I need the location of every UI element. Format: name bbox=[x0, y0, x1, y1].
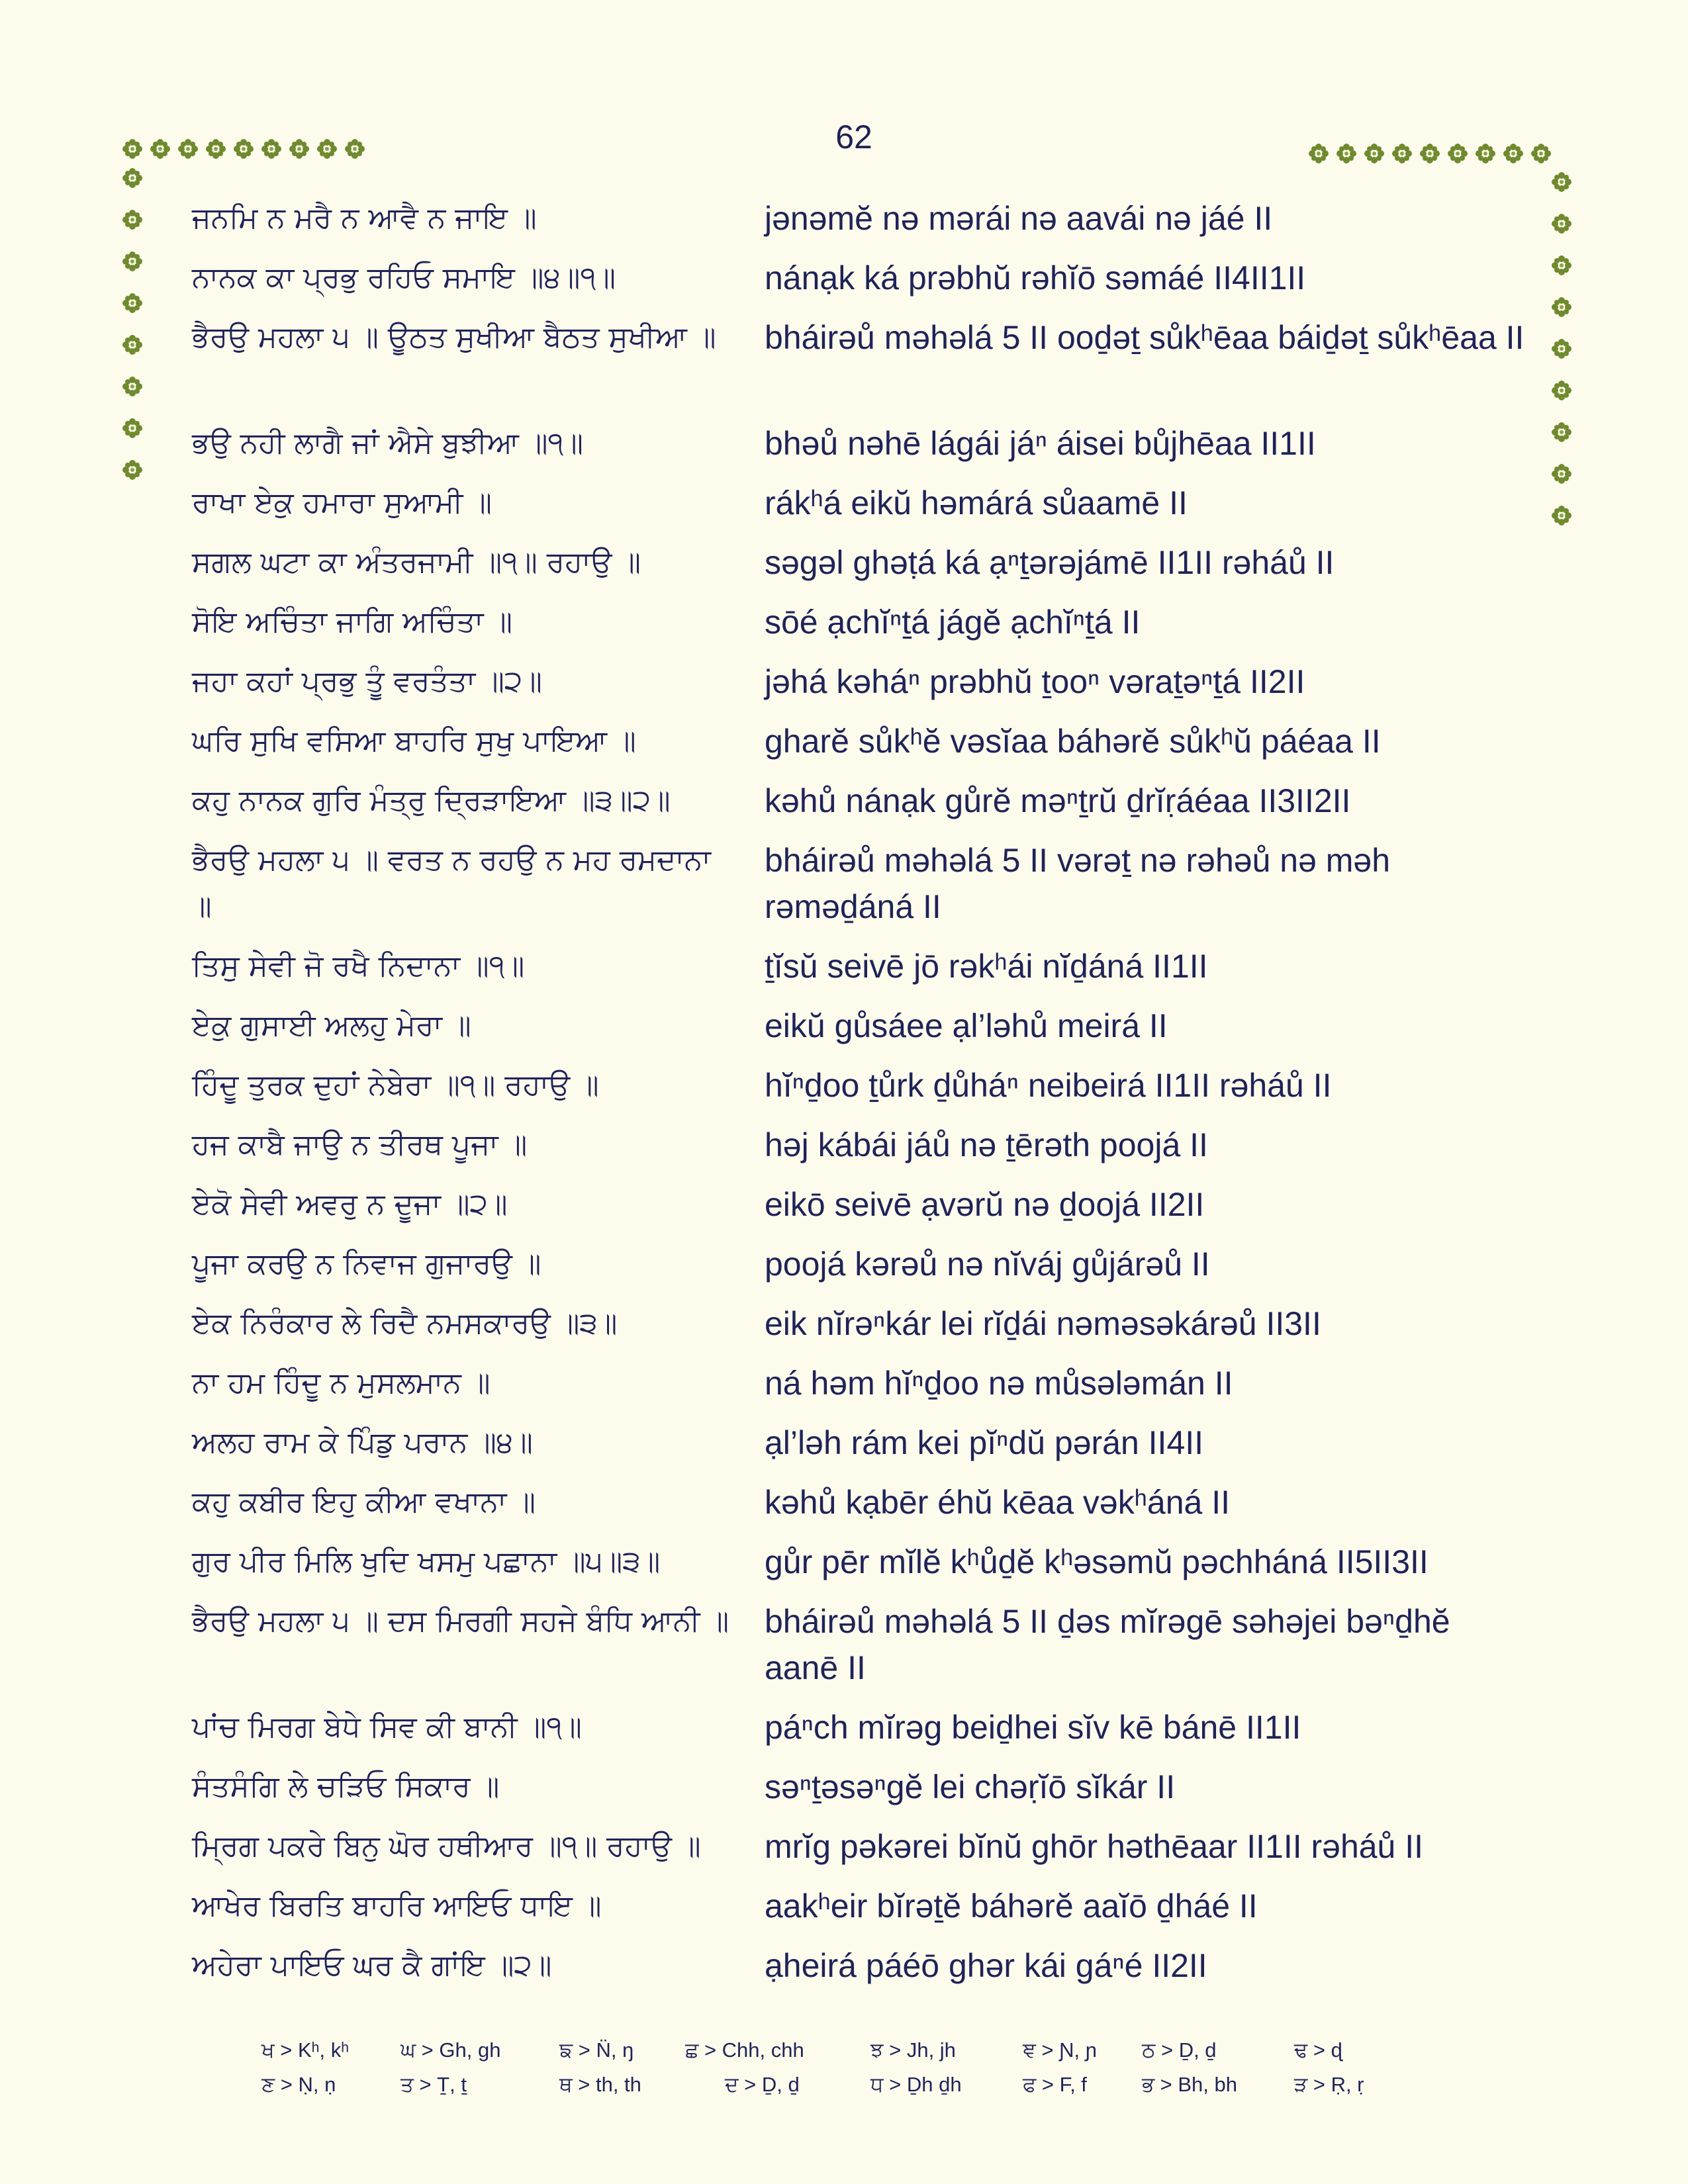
flower-ornament-icon bbox=[121, 138, 144, 160]
legend-item: ਤ > Ṯ, ṯ bbox=[400, 2073, 467, 2096]
transliteration-line: páⁿch mĭrəg beiḏhei sĭv kē bánē II1II bbox=[765, 1709, 1301, 1746]
transliteration-line: kəhů nánạk gůrĕ məⁿṯrŭ ḏrĭṛáéaa II3II2II bbox=[765, 782, 1351, 819]
flower-ornament-icon bbox=[1530, 142, 1552, 165]
transliteration-line: jənəmĕ nə mərái nə aavái nə jáé II bbox=[765, 200, 1273, 237]
gurmukhi-line: ਕਹੁ ਨਾਨਕ ਗੁਰਿ ਮੰਤ੍ਰੁ ਦ੍ਰਿੜਾਇਆ ॥੩॥੨॥ bbox=[192, 784, 671, 817]
legend-item: ਣ > Ṇ, ṇ bbox=[261, 2073, 336, 2096]
gurmukhi-line: ਭੈਰਉ ਮਹਲਾ ੫ ॥ ਊਠਤ ਸੁਖੀਆ ਬੈਠਤ ਸੁਖੀਆ ॥ bbox=[192, 320, 716, 354]
page-number: 62 bbox=[835, 118, 872, 156]
gurmukhi-line: ਭਉ ਨਹੀ ਲਾਗੈ ਜਾਂ ਐਸੇ ਬੁਝੀਆ ॥੧॥ bbox=[192, 426, 584, 460]
gurmukhi-line: ਹਿੰਦੂ ਤੁਰਕ ਦੁਹਾਂ ਨੇਬੇਰਾ ॥੧॥ ਰਹਾਉ ॥ bbox=[192, 1068, 599, 1102]
gurmukhi-line: ਭੈਰਉ ਮਹਲਾ ੫ ॥ ਦਸ ਮਿਰਗੀ ਸਹਜੇ ਬੰਧਿ ਆਨੀ ॥ bbox=[192, 1604, 729, 1638]
flower-ornament-icon bbox=[1550, 212, 1573, 235]
transliteration-line: bháirəů məhəlá 5 II ooḏəṯ sůkʰēaa báiḏəṯ sůkʰēaa II bbox=[765, 319, 1524, 356]
gurmukhi-line: ਮ੍ਰਿਗ ਪਕਰੇ ਬਿਨੁ ਘੋਰ ਹਥੀਆਰ ॥੧॥ ਰਹਾਉ ॥ bbox=[192, 1829, 701, 1863]
legend-item: ਧ > Ḏh ḏh bbox=[870, 2073, 962, 2096]
flower-ornament-icon bbox=[149, 138, 171, 160]
flower-ornament-icon bbox=[1307, 142, 1330, 165]
gurmukhi-line: ਅਹੇਰਾ ਪਾਇਓ ਘਰ ਕੈ ਗਾਂਇ ॥੨॥ bbox=[192, 1948, 552, 1982]
transliteration-line: jəhá kəháⁿ prəbhŭ ṯooⁿ vəraṯəⁿṯá II2II bbox=[765, 663, 1305, 700]
gurmukhi-line: ਜਹਾ ਕਹਾਂ ਪ੍ਰਭੁ ਤੂੰ ਵਰਤੰਤਾ ॥੨॥ bbox=[192, 664, 542, 698]
gurmukhi-line: ਪੂਜਾ ਕਰਉ ਨ ਨਿਵਾਜ ਗੁਜਾਰਉ ॥ bbox=[192, 1247, 541, 1281]
flower-ornament-icon bbox=[121, 334, 144, 356]
flower-ornament-icon bbox=[1550, 421, 1573, 443]
legend-item: ਘ > Gh, gh bbox=[400, 2038, 501, 2062]
flower-ornament-icon bbox=[1474, 142, 1497, 165]
flower-ornament-icon bbox=[205, 138, 227, 160]
gurmukhi-line: ਪਾਂਚ ਮਿਰਗ ਬੇਧੇ ਸਿਵ ਕੀ ਬਾਨੀ ॥੧॥ bbox=[192, 1710, 582, 1744]
flower-ornament-icon bbox=[121, 167, 144, 189]
transliteration-line: eikō seivē ạvərŭ nə ḏoojá II2II bbox=[765, 1186, 1205, 1223]
transliteration-line: bhəů nəhē lágái jáⁿ áisei bůjhēaa II1II bbox=[765, 425, 1316, 462]
gurmukhi-line: ਕਹੁ ਕਬੀਰ ਇਹੁ ਕੀਆ ਵਖਾਨਾ ॥ bbox=[192, 1485, 536, 1519]
transliteration-line: ạl’ləh rám kei pĭⁿdŭ pərán II4II bbox=[765, 1424, 1204, 1461]
transliteration-line: aakʰeir bĭrəṯĕ báhərĕ aaĭō ḏháé II bbox=[765, 1888, 1258, 1925]
gurmukhi-line: ਏਕ ਨਿਰੰਕਾਰ ਲੇ ਰਿਦੈ ਨਮਸਕਾਰਉ ॥੩॥ bbox=[192, 1306, 618, 1340]
gurmukhi-line: ਆਖੇਰ ਬਿਰਤਿ ਬਾਹਰਿ ਆਇਓ ਧਾਇ ॥ bbox=[192, 1889, 602, 1923]
flower-ornament-icon bbox=[1550, 296, 1573, 318]
flower-ornament-icon bbox=[121, 459, 144, 481]
flower-ornament-icon bbox=[121, 208, 144, 231]
legend-item: ਦ > Ḏ, ḏ bbox=[725, 2073, 800, 2096]
gurmukhi-line: ਗੁਰ ਪੀਰ ਮਿਲਿ ਖੁਦਿ ਖਸਮੁ ਪਛਾਨਾ ॥੫॥੩॥ bbox=[192, 1545, 661, 1578]
legend-item: ਖ > Kʰ, kʰ bbox=[261, 2038, 350, 2062]
legend-item: ਥ > th, th bbox=[559, 2073, 641, 2096]
transliteration-line: ṯĭsŭ seivē jō rəkʰái nĭḏáná II1II bbox=[765, 948, 1208, 985]
flower-ornament-icon bbox=[121, 375, 144, 398]
legend-item: ੜ > Ṛ, ṛ bbox=[1294, 2073, 1364, 2096]
flower-ornament-icon bbox=[1550, 254, 1573, 277]
flower-ornament-icon bbox=[1502, 142, 1524, 165]
flower-ornament-icon bbox=[121, 417, 144, 439]
gurmukhi-line: ਹਜ ਕਾਬੈ ਜਾਉ ਨ ਤੀਰਥ ਪੂਜਾ ॥ bbox=[192, 1128, 528, 1161]
transliteration-line: bháirəů məhəlá 5 II vərəṯ nə rəhəů nə məh rəməḏáná II bbox=[765, 842, 1391, 925]
legend-item: ਛ > Chh, chh bbox=[685, 2038, 804, 2062]
transliteration-line: bháirəů məhəlá 5 II ḏəs mĭrəgē səhəjei bəⁿḏhĕ aanē II bbox=[765, 1603, 1450, 1686]
flower-ornament-icon bbox=[1550, 338, 1573, 360]
transliteration-line: səgəl ghəṭá ká ạⁿṯərəjámē II1II rəháů II bbox=[765, 544, 1335, 581]
gurmukhi-line: ਤਿਸੁ ਸੇਵੀ ਜੋ ਰਖੈ ਨਿਦਾਨਾ ॥੧॥ bbox=[192, 949, 525, 983]
transliteration-line: mrĭg pəkərei bĭnŭ ghōr həthēaar II1II rəháů II bbox=[765, 1828, 1424, 1865]
transliteration-line: kəhů kạbēr éhŭ kēaa vəkʰáná II bbox=[765, 1484, 1230, 1521]
gurmukhi-line: ਸੋਇ ਅਚਿੰਤਾ ਜਾਗਿ ਅਚਿੰਤਾ ॥ bbox=[192, 605, 513, 639]
gurmukhi-line: ਰਾਖਾ ਏਕੁ ਹਮਾਰਾ ਸੁਆਮੀ ॥ bbox=[192, 486, 492, 520]
gurmukhi-line: ਏਕੋ ਸੇਵੀ ਅਵਰੁ ਨ ਦੂਜਾ ॥੨॥ bbox=[192, 1187, 508, 1221]
legend-item: ਫ > F, f bbox=[1023, 2073, 1087, 2096]
flower-ornament-icon bbox=[316, 138, 338, 160]
transliteration-line: eik nĭrəⁿkár lei rĭḏái nəməsəkárəů II3II bbox=[765, 1305, 1321, 1342]
gurmukhi-line: ਨਾ ਹਮ ਹਿੰਦੂ ਨ ਮੁਸਲਮਾਨ ॥ bbox=[192, 1366, 491, 1400]
flower-ornament-icon bbox=[344, 138, 366, 160]
flower-ornament-icon bbox=[288, 138, 310, 160]
flower-ornament-icon bbox=[1550, 379, 1573, 402]
transliteration-line: sōé ạchĭⁿṯá jágĕ ạchĭⁿṯá II bbox=[765, 604, 1141, 641]
legend-item: ਭ > Bh, bh bbox=[1142, 2073, 1237, 2096]
flower-ornament-icon bbox=[1446, 142, 1469, 165]
gurmukhi-line: ਭੈਰਉ ਮਹਲਾ ੫ ॥ ਵਰਤ ਨ ਰਹਉ ਨ ਮਹ ਰਮਦਾਨਾ ॥ bbox=[192, 843, 711, 923]
legend-item: ਝ > Jh, jh bbox=[870, 2038, 956, 2062]
gurmukhi-line: ਨਾਨਕ ਕਾ ਪ੍ਰਭੁ ਰਹਿਓ ਸਮਾਇ ॥੪॥੧॥ bbox=[192, 261, 616, 295]
transliteration-line: rákʰá eikŭ həmárá sůaamē II bbox=[765, 484, 1188, 522]
transliteration-line: ná həm hĭⁿḏoo nə můsələmán II bbox=[765, 1365, 1233, 1402]
gurmukhi-line: ਸੰਤਸੰਗਿ ਲੇ ਚੜਿਓ ਸਿਕਾਰ ॥ bbox=[192, 1770, 500, 1803]
legend-item: ਢ > ɖ bbox=[1294, 2038, 1342, 2062]
legend-item: ਞ > Ɲ, ɲ bbox=[1023, 2038, 1097, 2062]
flower-ornament-icon bbox=[232, 138, 255, 160]
transliteration-line: gharĕ sůkʰĕ vəsĭaa báhərĕ sůkʰŭ páéaa II bbox=[765, 723, 1381, 760]
flower-ornament-icon bbox=[1550, 504, 1573, 527]
transliteration-line: poojá kərəů nə nĭváj gůjárəů II bbox=[765, 1246, 1210, 1283]
flower-ornament-icon bbox=[1391, 142, 1413, 165]
transliteration-line: nánạk ká prəbhŭ rəhĭō səmáé II4II1II bbox=[765, 259, 1306, 296]
flower-ornament-icon bbox=[1550, 463, 1573, 485]
flower-ornament-icon bbox=[177, 138, 199, 160]
gurmukhi-line: ਏਕੁ ਗੁਸਾਈ ਅਲਹੁ ਮੇਰਾ ॥ bbox=[192, 1009, 471, 1042]
flower-ornament-icon bbox=[1335, 142, 1358, 165]
flower-ornament-icon bbox=[1363, 142, 1385, 165]
transliteration-line: həj kábái jáů nə ṯērəth poojá II bbox=[765, 1126, 1208, 1163]
gurmukhi-line: ਘਰਿ ਸੁਖਿ ਵਸਿਆ ਬਾਹਰਿ ਸੁਖੁ ਪਾਇਆ ॥ bbox=[192, 724, 636, 758]
transliteration-line: ạheirá páéō ghər kái gáⁿé II2II bbox=[765, 1947, 1207, 1984]
legend-item: ਠ > Ḏ, ḏ bbox=[1142, 2038, 1217, 2062]
transliteration-line: gůr pēr mĭlĕ kʰůḏĕ kʰəsəmŭ pəchháná II5II3II bbox=[765, 1543, 1429, 1580]
transliteration-line: hĭⁿḏoo ṯůrk ḏůháⁿ neibeirá II1II rəháů II bbox=[765, 1067, 1332, 1104]
gurmukhi-line: ਜਨਮਿ ਨ ਮਰੈ ਨ ਆਵੈ ਨ ਜਾਇ ॥ bbox=[192, 201, 537, 235]
gurmukhi-line: ਅਲਹ ਰਾਮ ਕੇ ਪਿੰਡੁ ਪਰਾਨ ॥੪॥ bbox=[192, 1426, 533, 1459]
legend-item: ਙ > N̈, ŋ bbox=[559, 2038, 634, 2062]
flower-ornament-icon bbox=[121, 292, 144, 314]
transliteration-line: eikŭ gůsáee ạl’ləhů meirá II bbox=[765, 1007, 1168, 1044]
flower-ornament-icon bbox=[1419, 142, 1441, 165]
transliteration-line: səⁿṯəsəⁿgĕ lei chəṛĭō sĭkár II bbox=[765, 1768, 1176, 1805]
flower-ornament-icon bbox=[121, 250, 144, 273]
flower-ornament-icon bbox=[1550, 171, 1573, 193]
gurmukhi-line: ਸਗਲ ਘਟਾ ਕਾ ਅੰਤਰਜਾਮੀ ॥੧॥ ਰਹਾਉ ॥ bbox=[192, 545, 641, 579]
flower-ornament-icon bbox=[260, 138, 283, 160]
